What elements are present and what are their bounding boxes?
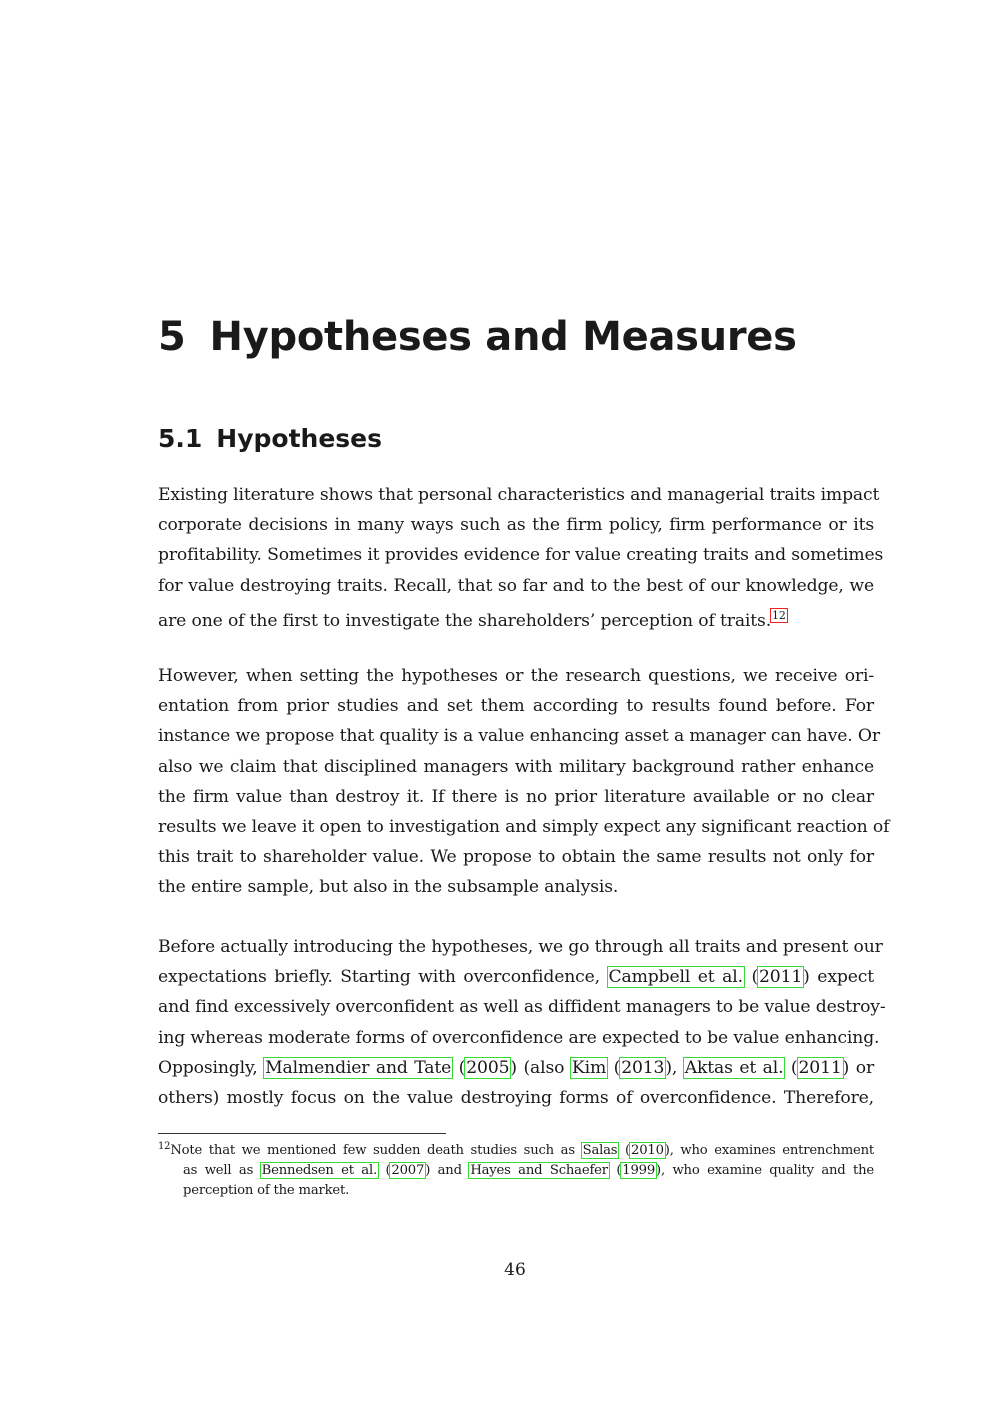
page-number: 46 — [504, 1260, 526, 1280]
citation-aktas-link[interactable]: Aktas et al. — [684, 1057, 784, 1078]
text-line: entation from prior studies and set them according to results found before. For — [158, 696, 874, 717]
text-segment: (also — [523, 1057, 565, 1078]
citation-hayes-link[interactable]: Hayes and Schaefer — [470, 1163, 608, 1178]
chapter-title — [158, 314, 797, 360]
text-line — [158, 601, 874, 636]
section-title-text: Hypotheses — [216, 424, 383, 453]
text-line: others) mostly focus on the value destroying forms of overconfidence. Therefore, — [158, 1088, 874, 1109]
text-line: Opposingly, Malmendier and Tate (2005) (also Kim (2013), Aktas et al. (2011) or — [158, 1057, 875, 1078]
citation-bennedsen-link[interactable]: Bennedsen et al. — [261, 1163, 377, 1178]
footnote-line: as well as Bennedsen et al. (2007) and Hayes and Schaefer (1999), who examine quality and the — [183, 1163, 875, 1178]
text-segment: as well as — [183, 1163, 254, 1178]
citation-malmendier-year-link[interactable]: 2005 — [466, 1057, 510, 1078]
paragraph-3 — [158, 932, 886, 1113]
citation-hayes-year-link[interactable]: 1999 — [622, 1163, 656, 1178]
text-line: Before actually introducing the hypotheses, we go through all traits and present our — [158, 937, 883, 957]
text-line: the firm value than destroy it. If there is no prior literature available or no clear — [158, 786, 874, 807]
citation-malmendier-link[interactable]: Malmendier and Tate — [265, 1057, 452, 1078]
footnote-divider — [158, 1133, 446, 1134]
text-line: this trait to shareholder value. We propose to obtain the same results not only for — [158, 847, 874, 868]
text-line: the entire sample, but also in the subsample analysis. — [158, 877, 619, 898]
text-segment: , who examine quality and the — [661, 1163, 875, 1178]
text-line: ing whereas moderate forms of overconfidence are expected to be value enhancing. — [158, 1027, 880, 1048]
citation-campbell-year-link[interactable]: 2011 — [759, 967, 803, 988]
text-segment: Note that we mentioned few sudden death studies such as — [170, 1143, 575, 1158]
text-line: results we leave it open to investigation and simply expect any significant reaction of — [158, 817, 890, 838]
citation-salas-link[interactable]: Salas — [582, 1143, 618, 1158]
text-line: instance we propose that quality is a value enhancing asset a manager can have. Or — [158, 726, 880, 747]
text-line: also we claim that disciplined managers with military background rather enhance — [158, 756, 874, 777]
chapter-number: 5 — [158, 314, 186, 360]
citation-bennedsen-year-link[interactable]: 2007 — [391, 1163, 425, 1178]
text-line: corporate decisions in many ways such as the firm policy, firm performance or its — [158, 515, 874, 536]
section-title — [158, 424, 382, 453]
footnote-ref-link[interactable]: 12 — [772, 608, 786, 622]
citation-salas-year-link[interactable]: 2010 — [631, 1143, 664, 1158]
text-segment: or — [855, 1057, 875, 1078]
section-number: 5.1 — [158, 424, 203, 453]
text-line: for value destroying traits. Recall, that so far and to the best of our knowledge, we — [158, 575, 874, 596]
chapter-title-text: Hypotheses and Measures — [209, 314, 797, 360]
footnote-line: $^{12}$Note that we mentioned few sudden death studies such as Salas (2010), who examines entrenchment — [158, 1141, 875, 1158]
text-segment: are one of the first to investigate the shareholders’ perception of traits. — [158, 610, 772, 631]
text-line: and find excessively overconfident as well as diffident managers to be value destroy- — [158, 997, 886, 1018]
text-segment: expectations briefly. Starting with overconfidence, — [158, 967, 600, 988]
citation-kim-year-link[interactable]: 2013 — [621, 1057, 665, 1078]
paragraph-2 — [158, 661, 890, 903]
citation-campbell-link[interactable]: Campbell et al. — [608, 967, 743, 988]
text-line: expectations briefly. Starting with overconfidence, Campbell et al. (2011) expect — [158, 967, 874, 988]
footnote-mark: 12 — [158, 1141, 171, 1152]
citation-aktas-year-link[interactable]: 2011 — [798, 1057, 842, 1078]
text-segment: and — [437, 1163, 462, 1178]
paragraph-1 — [158, 480, 884, 636]
text-segment: expect — [817, 967, 874, 988]
footnote — [158, 1137, 874, 1201]
text-line: profitability. Sometimes it provides evidence for value creating traits and sometimes — [158, 545, 884, 566]
text-line: Existing literature shows that personal characteristics and managerial traits impact — [158, 485, 880, 505]
text-segment: , who examines entrenchment — [669, 1143, 875, 1158]
citation-kim-link[interactable]: Kim — [571, 1057, 607, 1078]
text-line: However, when setting the hypotheses or the research questions, we receive ori- — [158, 666, 874, 686]
text-segment: Opposingly, — [158, 1057, 258, 1078]
footnote-line: perception of the market. — [183, 1183, 350, 1198]
